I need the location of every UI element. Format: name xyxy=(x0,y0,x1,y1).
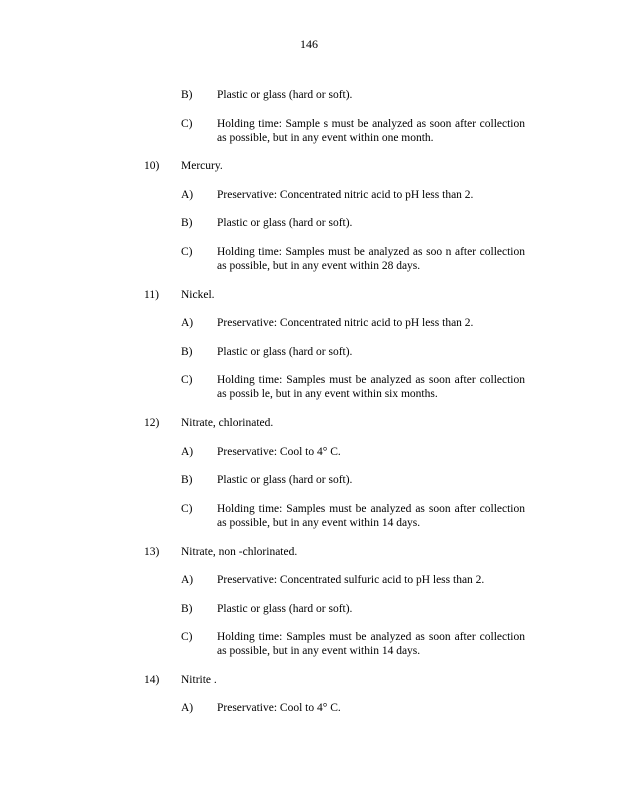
section-number: 14) xyxy=(144,674,160,686)
item-label: A) xyxy=(181,446,194,458)
item-text-line: as possible, but in any event within 28 days. xyxy=(217,260,421,272)
item-text-line: Plastic or glass (hard or soft). xyxy=(217,474,353,486)
item-text-line: Preservative: Concentrated nitric acid to pH less than 2. xyxy=(217,189,474,201)
item-text xyxy=(217,602,525,616)
item-label: C) xyxy=(181,246,193,258)
item-text-line: Preservative: Cool to 4° C. xyxy=(217,446,341,458)
item-label: C) xyxy=(181,631,193,643)
item-text xyxy=(217,473,525,487)
item-label: B) xyxy=(181,603,193,615)
section-number: 12) xyxy=(144,417,160,429)
section-number: 11) xyxy=(144,289,159,301)
section-number: 13) xyxy=(144,546,160,558)
item-text xyxy=(217,701,525,715)
item-text xyxy=(217,630,525,658)
item-label: A) xyxy=(181,702,194,714)
item-label: B) xyxy=(181,346,193,358)
item-text xyxy=(217,117,525,145)
item-text xyxy=(217,445,525,459)
item-text-line: Preservative: Concentrated nitric acid to pH less than 2. xyxy=(217,317,474,329)
section-number: 10) xyxy=(144,160,160,172)
item-text xyxy=(217,373,525,401)
item-text-line: as possible, but in any event within 14 days. xyxy=(217,645,421,657)
item-text-line: Holding time: Samples must be analyzed as soon after collection xyxy=(217,503,525,515)
item-text-line: Holding time: Samples must be analyzed as soon after collection xyxy=(217,631,525,643)
item-label: B) xyxy=(181,217,193,229)
item-text-line: as possib le, but in any event within six months. xyxy=(217,388,438,400)
item-label: B) xyxy=(181,89,193,101)
item-text xyxy=(217,502,525,530)
section-title: Mercury. xyxy=(181,160,223,172)
item-text-line: as possible, but in any event within one month. xyxy=(217,132,434,144)
item-text-line: Plastic or glass (hard or soft). xyxy=(217,217,353,229)
item-text-line: Preservative: Concentrated sulfuric acid to pH less than 2. xyxy=(217,574,485,586)
item-text-line: Holding time: Samples must be analyzed as soo n after collection xyxy=(217,246,525,258)
item-label: B) xyxy=(181,474,193,486)
item-label: C) xyxy=(181,118,193,130)
item-text-line: Holding time: Sample s must be analyzed as soon after collection xyxy=(217,118,525,130)
item-text-line: Holding time: Samples must be analyzed as soon after collection xyxy=(217,374,525,386)
section-title: Nickel. xyxy=(181,289,215,301)
item-label: C) xyxy=(181,374,193,386)
item-label: A) xyxy=(181,189,194,201)
item-text-line: as possible, but in any event within 14 days. xyxy=(217,517,421,529)
item-text xyxy=(217,345,525,359)
item-label: A) xyxy=(181,317,194,329)
item-text-line: Plastic or glass (hard or soft). xyxy=(217,603,353,615)
page-number: 146 xyxy=(300,37,318,51)
item-label: A) xyxy=(181,574,194,586)
item-text-line: Plastic or glass (hard or soft). xyxy=(217,346,353,358)
item-text xyxy=(217,245,525,273)
item-text-line: Preservative: Cool to 4° C. xyxy=(217,702,341,714)
item-label: C) xyxy=(181,503,193,515)
section-title: Nitrite . xyxy=(181,674,217,686)
section-title: Nitrate, chlorinated. xyxy=(181,417,274,429)
item-text xyxy=(217,316,525,330)
item-text-line: Plastic or glass (hard or soft). xyxy=(217,89,353,101)
item-text xyxy=(217,573,525,587)
item-text xyxy=(217,188,525,202)
item-text xyxy=(217,216,525,230)
section-title: Nitrate, non -chlorinated. xyxy=(181,546,298,558)
item-text xyxy=(217,88,525,102)
